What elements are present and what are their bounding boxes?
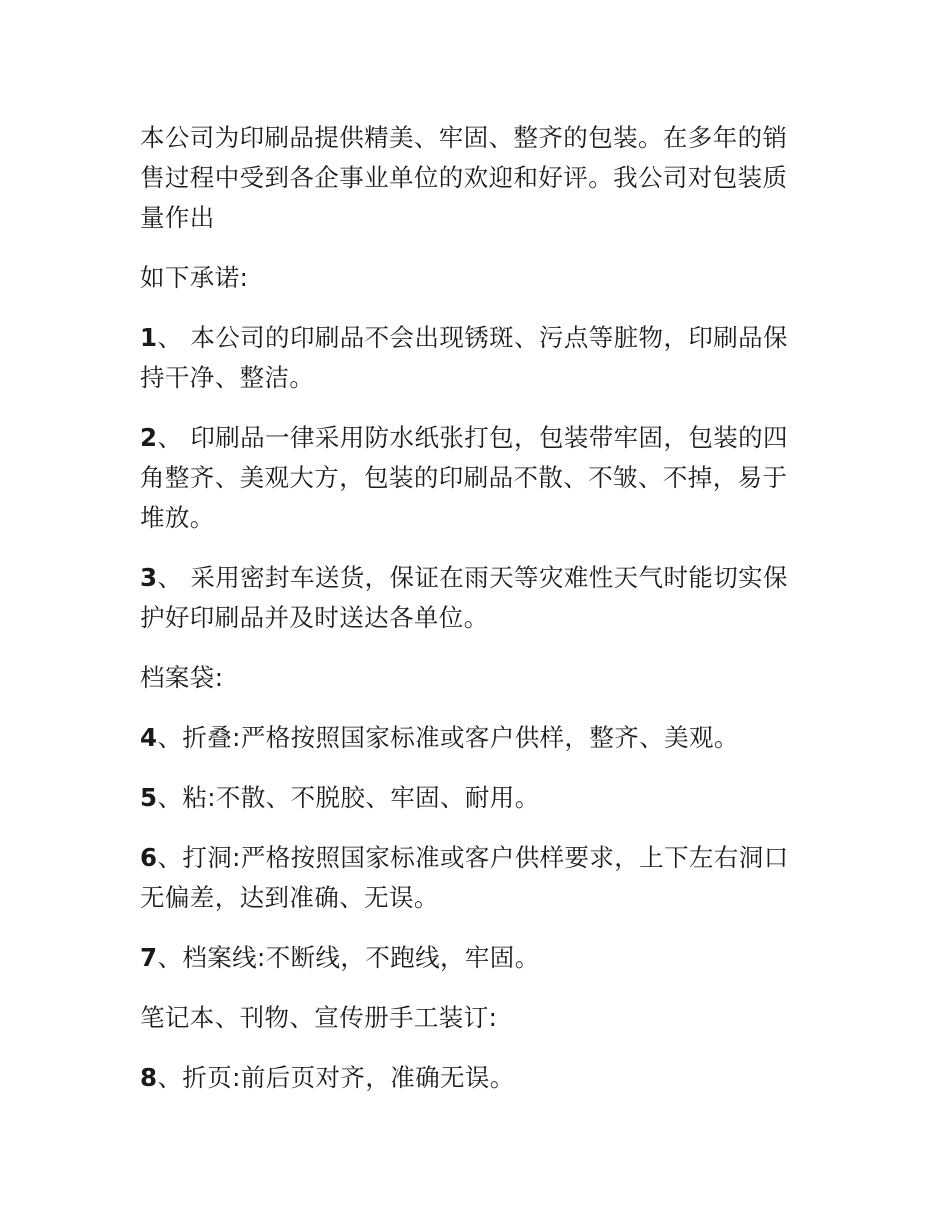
list-item-5 [140,778,800,818]
item-separator: 、 [157,1063,183,1092]
promise-heading: 如下承诺: [140,263,249,292]
list-item-8 [140,1058,800,1098]
item-number: 7 [140,943,158,972]
item-separator: 、 [157,943,183,972]
item-separator: 、 [157,723,183,752]
item-separator: 、 [157,423,183,452]
list-item-1 [140,318,800,398]
item-text: 折叠:严格按照国家标准或客户供样，整齐、美观。 [182,723,739,752]
item-text: 采用密封车送货，保证在雨天等灾难性天气时能切实保护好印刷品并及时送达各单位。 [140,563,788,632]
item-separator: 、 [157,323,183,352]
item-text: 本公司的印刷品不会出现锈斑、污点等脏物，印刷品保持干净、整洁。 [140,323,788,392]
item-separator: 、 [157,783,183,812]
item-number: 5 [140,783,158,812]
item-text: 打洞:严格按照国家标准或客户供样要求，上下左右洞口无偏差，达到准确、无误。 [140,843,789,912]
list-item-7 [140,938,800,978]
item-number: 3 [140,563,158,592]
item-text: 粘:不散、不脱胶、牢固、耐用。 [182,783,540,812]
intro-paragraph: 本公司为印刷品提供精美、牢固、整齐的包装。在多年的销售过程中受到各企事业单位的欢迎和好评。我公司对包装质量作出 [140,123,788,232]
list-item-3 [140,558,800,638]
item-number: 4 [140,723,158,752]
item-number: 8 [140,1063,158,1092]
document-page [140,118,800,1118]
list-item-4 [140,718,800,758]
item-text: 印刷品一律采用防水纸张打包，包装带牢固，包装的四角整齐、美观大方，包装的印刷品不散、不皱、不掉，易于堆放。 [140,423,788,532]
item-text: 档案线:不断线，不跑线，牢固。 [182,943,540,972]
item-number: 6 [140,843,158,872]
section-heading-archive: 档案袋: [140,663,224,692]
item-number: 1 [140,323,158,352]
list-item-2 [140,418,800,538]
item-separator: 、 [157,563,183,592]
section-heading-binding: 笔记本、刊物、宣传册手工装订: [140,1003,498,1032]
item-separator: 、 [157,843,183,872]
item-number: 2 [140,423,158,452]
list-item-6 [140,838,800,918]
item-text: 折页:前后页对齐，准确无误。 [182,1063,515,1092]
